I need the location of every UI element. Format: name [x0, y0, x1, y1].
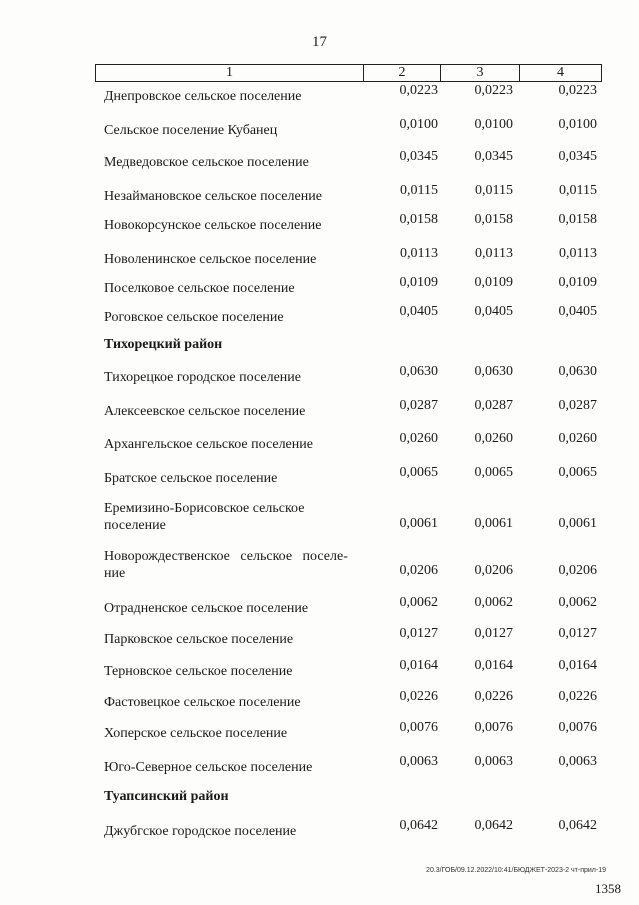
value-col-2: 0,0260	[399, 431, 438, 446]
value-col-4: 0,0076	[558, 720, 597, 735]
value-col-2: 0,0109	[399, 275, 438, 290]
value-col-2: 0,0063	[399, 754, 438, 769]
value-col-3: 0,0065	[474, 465, 513, 480]
settlement-name: Парковское сельское поселение	[104, 632, 294, 647]
value-col-2: 0,0113	[400, 246, 438, 261]
value-col-4: 0,0630	[558, 364, 597, 379]
settlement-name: Хоперское сельское поселение	[104, 726, 288, 741]
value-col-2: 0,0062	[399, 595, 438, 610]
value-col-4: 0,0405	[558, 304, 597, 319]
value-col-3: 0,0260	[474, 431, 513, 446]
value-col-3: 0,0206	[474, 563, 513, 578]
value-col-3: 0,0226	[474, 689, 513, 704]
value-col-3: 0,0115	[475, 183, 513, 198]
settlement-name: Братское сельское поселение	[104, 471, 278, 486]
value-col-4: 0,0063	[558, 754, 597, 769]
footer-page-number: 1358	[595, 881, 621, 896]
document-code: 20.3/ГОБ/09.12.2022/10:41/БЮДЖЕТ-2023-2 чт-прил-19	[426, 867, 606, 874]
value-col-3: 0,0113	[475, 246, 513, 261]
settlement-name: Медведовское сельское поселение	[104, 155, 309, 170]
value-col-3: 0,0287	[474, 398, 513, 413]
value-col-4: 0,0260	[558, 431, 597, 446]
settlement-name-line: Еремизино-Борисовское сельское	[104, 501, 305, 516]
settlement-name	[104, 548, 366, 582]
value-col-3: 0,0158	[474, 212, 513, 227]
settlement-name: Отрадненское сельское поселение	[104, 601, 309, 616]
settlement-name	[104, 500, 366, 534]
value-col-2: 0,0405	[399, 304, 438, 319]
column-header-3: 3	[476, 65, 484, 80]
value-col-3: 0,0062	[474, 595, 513, 610]
value-col-4: 0,0226	[558, 689, 597, 704]
value-col-4: 0,0345	[558, 149, 597, 164]
value-col-2: 0,0127	[399, 626, 438, 641]
district-heading: Тихорецкий район	[104, 337, 223, 352]
settlement-name: Юго-Северное сельское поселение	[104, 760, 313, 775]
settlement-name-line: ние	[104, 566, 126, 581]
value-col-3: 0,0630	[474, 364, 513, 379]
value-col-3: 0,0127	[474, 626, 513, 641]
settlement-name-line: поселение	[104, 518, 166, 533]
value-col-2: 0,0100	[399, 117, 438, 132]
settlement-name: Новоленинское сельское поселение	[104, 252, 317, 267]
column-header-2: 2	[398, 65, 406, 80]
value-col-4: 0,0062	[558, 595, 597, 610]
value-col-3: 0,0223	[474, 83, 513, 98]
value-col-2: 0,0345	[399, 149, 438, 164]
value-col-4: 0,0127	[558, 626, 597, 641]
value-col-2: 0,0076	[399, 720, 438, 735]
settlement-name: Незаймановское сельское поселение	[104, 189, 322, 204]
settlement-name: Роговское сельское поселение	[104, 310, 284, 325]
table-header	[95, 64, 602, 82]
settlement-name: Новокорсунское сельское поселение	[104, 218, 322, 233]
value-col-2: 0,0223	[399, 83, 438, 98]
settlement-name: Фастовецкое сельское поселение	[104, 695, 301, 710]
district-heading: Туапсинский район	[104, 789, 229, 804]
value-col-2: 0,0115	[400, 183, 438, 198]
value-col-3: 0,0076	[474, 720, 513, 735]
value-col-4: 0,0061	[558, 516, 597, 531]
value-col-2: 0,0158	[399, 212, 438, 227]
settlement-name: Поселковое сельское поселение	[104, 281, 295, 296]
value-col-4: 0,0109	[558, 275, 597, 290]
value-col-3: 0,0061	[474, 516, 513, 531]
settlement-name: Терновское сельское поселение	[104, 664, 293, 679]
settlement-name: Джубгское городское поселение	[104, 824, 297, 839]
value-col-4: 0,0164	[558, 658, 597, 673]
settlement-name: Тихорецкое городское поселение	[104, 370, 301, 385]
value-col-4: 0,0287	[558, 398, 597, 413]
column-header-4: 4	[557, 65, 564, 80]
value-col-2: 0,0630	[399, 364, 438, 379]
value-col-4: 0,0206	[558, 563, 597, 578]
value-col-2: 0,0164	[399, 658, 438, 673]
settlement-name-line: Новорождественское сельское поселе-	[104, 549, 348, 564]
value-col-4: 0,0158	[558, 212, 597, 227]
column-header-1: 1	[226, 65, 233, 80]
value-col-4: 0,0065	[558, 465, 597, 480]
settlement-name: Архангельское сельское поселение	[104, 437, 313, 452]
value-col-3: 0,0345	[474, 149, 513, 164]
page-number: 17	[312, 34, 327, 50]
value-col-2: 0,0061	[399, 516, 438, 531]
value-col-2: 0,0287	[399, 398, 438, 413]
settlement-name: Днепровское сельское поселение	[104, 89, 302, 104]
value-col-4: 0,0223	[558, 83, 597, 98]
value-col-3: 0,0405	[474, 304, 513, 319]
value-col-3: 0,0063	[474, 754, 513, 769]
settlement-name: Алексеевское сельское поселение	[104, 404, 306, 419]
value-col-4: 0,0642	[558, 818, 597, 833]
value-col-3: 0,0642	[474, 818, 513, 833]
value-col-3: 0,0164	[474, 658, 513, 673]
settlement-name: Сельское поселение Кубанец	[104, 123, 278, 138]
value-col-2: 0,0226	[399, 689, 438, 704]
value-col-4: 0,0115	[559, 183, 597, 198]
value-col-4: 0,0100	[558, 117, 597, 132]
value-col-2: 0,0642	[399, 818, 438, 833]
value-col-3: 0,0100	[474, 117, 513, 132]
value-col-3: 0,0109	[474, 275, 513, 290]
value-col-2: 0,0206	[399, 563, 438, 578]
value-col-2: 0,0065	[399, 465, 438, 480]
value-col-4: 0,0113	[559, 246, 597, 261]
